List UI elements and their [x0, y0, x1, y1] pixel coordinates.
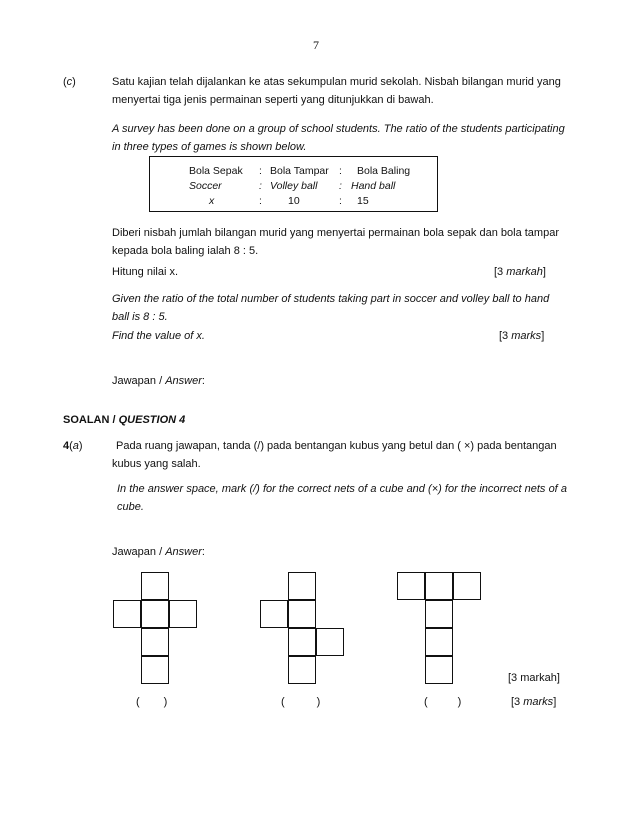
- ratio-row-english: Soccer : Volley ball : Hand ball: [189, 180, 396, 192]
- net-square: [141, 600, 169, 628]
- net-square: [141, 572, 169, 600]
- page-number: 7: [313, 38, 319, 52]
- net-square: [169, 600, 197, 628]
- ratio-row-malay: Bola Sepak : Bola Tampar : Bola Baling: [189, 165, 411, 177]
- net-square: [453, 572, 481, 600]
- net-square: [397, 572, 425, 600]
- question-c-label: (c): [63, 76, 76, 88]
- question-4a-label: 4(a): [63, 440, 83, 452]
- question-4-heading: SOALAN / QUESTION 4: [63, 414, 186, 426]
- question-4a-malay-marks: [3 markah]: [508, 672, 560, 684]
- net-square: [141, 656, 169, 684]
- question-c-malay-task: Hitung nilai x.: [112, 266, 179, 278]
- net-square: [425, 600, 453, 628]
- cube-net-3: [397, 572, 482, 687]
- net-square: [425, 572, 453, 600]
- ratio-row-values: x : 10 : 15: [209, 195, 369, 207]
- ratio-table: [149, 156, 438, 212]
- question-4a-english-text: In the answer space, mark (/) for the correct nets of a cube and (×) for the incorrect nets of a cube.: [117, 483, 567, 513]
- answer-bracket-3[interactable]: ( ): [424, 696, 462, 708]
- net-square: [288, 572, 316, 600]
- question-c-malay-marks: [3 markah]: [494, 266, 546, 278]
- question-c-english-intro: A survey has been done on a group of school students. The ratio of the students participating in three types of games is shown below.: [112, 123, 565, 153]
- net-square: [288, 656, 316, 684]
- question-c-english-task: Find the value of x.: [112, 330, 205, 342]
- net-square: [288, 628, 316, 656]
- question-4a-malay-text: Pada ruang jawapan, tanda (/) pada bentangan kubus yang betul dan ( ×) pada bentangan kubus yang salah.: [112, 440, 557, 470]
- answer-bracket-1[interactable]: ( ): [136, 696, 168, 708]
- net-square: [141, 628, 169, 656]
- cube-net-2: [260, 572, 345, 687]
- cube-net-1: [113, 572, 198, 687]
- question-c-malay-intro: Satu kajian telah dijalankan ke atas sekumpulan murid sekolah. Nisbah bilangan murid yang menyertai tiga jenis permainan seperti yang ditunjukkan di bawah.: [112, 76, 561, 106]
- net-square: [425, 656, 453, 684]
- net-square: [316, 628, 344, 656]
- question-c-english-given: Given the ratio of the total number of students taking part in soccer and volley ball to hand ball is 8 : 5.: [112, 293, 550, 323]
- net-square: [288, 600, 316, 628]
- question-4a-english-marks: [3 marks]: [511, 696, 557, 708]
- net-square: [113, 600, 141, 628]
- question-c-malay-given: Diberi nisbah jumlah bilangan murid yang menyertai permainan bola sepak dan bola tampar kepada bola baling ialah 8 : 5.: [112, 227, 559, 257]
- question-4a-answer-label: Jawapan / Answer:: [112, 546, 205, 558]
- net-square: [260, 600, 288, 628]
- answer-bracket-2[interactable]: ( ): [281, 696, 321, 708]
- question-c-answer-label: Jawapan / Answer:: [112, 375, 205, 387]
- question-c-english-marks: [3 marks]: [499, 330, 545, 342]
- net-square: [425, 628, 453, 656]
